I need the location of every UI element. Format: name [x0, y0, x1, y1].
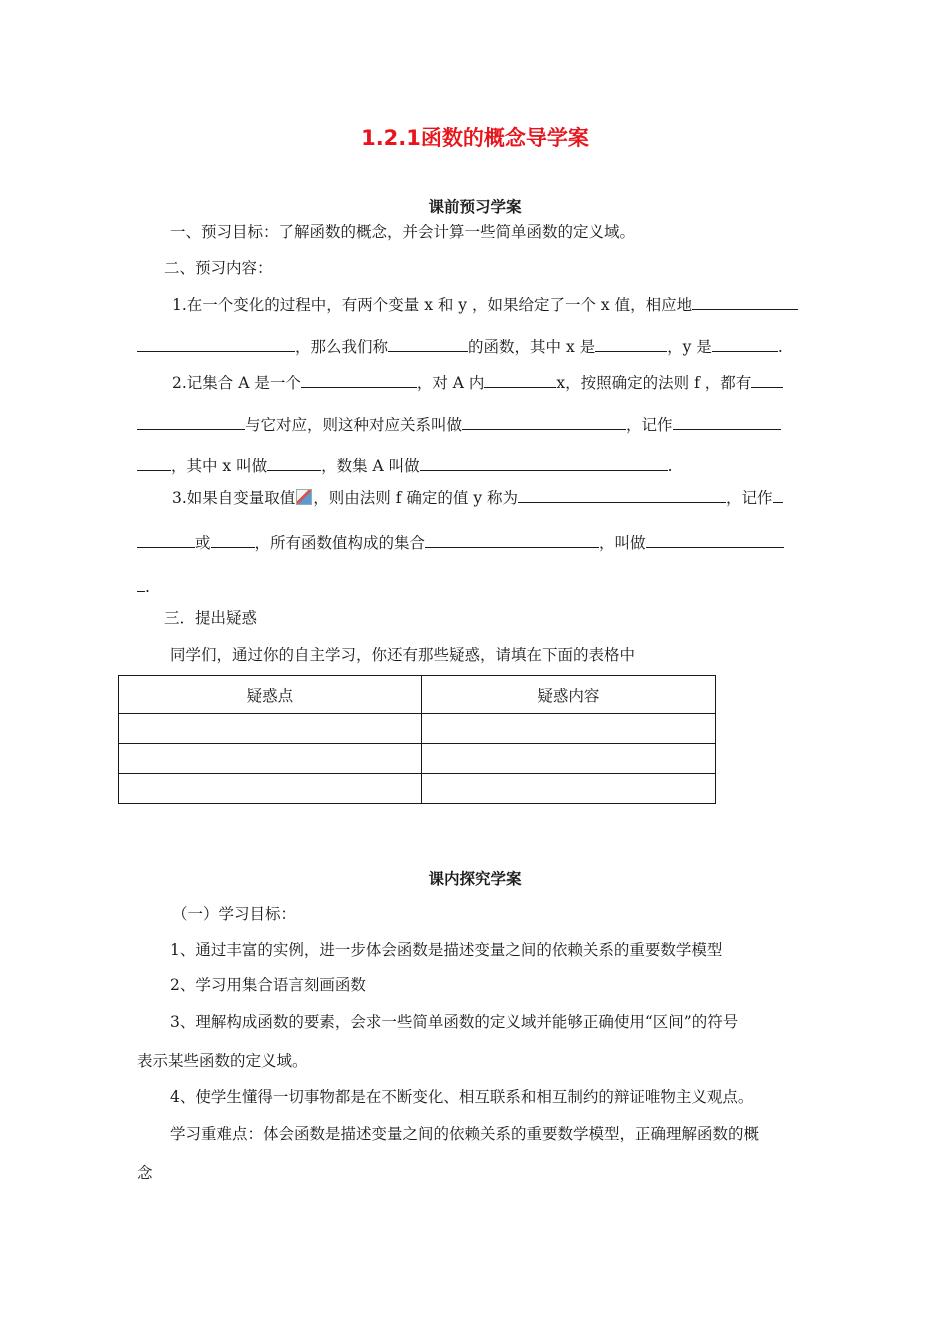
fill-blank[interactable] [137, 576, 145, 592]
item2-line2 [137, 414, 781, 435]
item3-text: . [145, 578, 150, 596]
table-row [119, 744, 716, 774]
fill-blank[interactable] [137, 414, 245, 430]
preview-heading: 课前预习学案 [428, 198, 522, 216]
table-cell[interactable] [119, 774, 422, 804]
goal-4: 4、使学生懂得一切事物都是在不断变化、相互联系和相互制约的辩证唯物主义观点。 [170, 1088, 754, 1106]
item2-text: . [667, 457, 673, 475]
table-cell[interactable] [421, 714, 715, 744]
item2-line3 [137, 455, 673, 476]
item2-text: ，其中 x 叫做 [171, 457, 268, 475]
item2-text: x，按照确定的法则 f ，都有 [556, 374, 752, 392]
fill-blank[interactable] [388, 336, 468, 352]
item3-text: ，所有函数值构成的集合 [254, 534, 426, 552]
inclass-heading: 课内探究学案 [428, 870, 522, 888]
item1-text: 1.在一个变化的过程中，有两个变量 x 和 y ，如果给定了一个 x 值，相应地 [172, 296, 693, 314]
table-header-doubt-content: 疑惑内容 [421, 676, 715, 714]
table-cell[interactable] [119, 744, 422, 774]
item1-line2 [137, 336, 783, 357]
fill-blank[interactable] [137, 455, 171, 471]
item2-line1 [172, 372, 783, 393]
item1-text: ，那么我们称 [295, 338, 389, 356]
item1-text: . [777, 338, 783, 356]
key-points-line2: 念 [137, 1164, 153, 1182]
item1-line1 [172, 294, 798, 315]
fill-blank[interactable] [518, 487, 726, 503]
item2-text: 2.记集合 A 是一个 [172, 374, 301, 392]
preview-goal: 一、预习目标：了解函数的概念，并会计算一些简单函数的定义域。 [170, 223, 636, 241]
fill-blank[interactable] [773, 487, 783, 503]
item1-text: 的函数，其中 x 是 [468, 338, 596, 356]
doubt-table [118, 675, 716, 804]
goal-3-line1: 3、理解构成函数的要素，会求一些简单函数的定义域并能够正确使用“区间”的符号 [170, 1013, 739, 1031]
goal-2: 2、学习用集合语言刻画函数 [170, 976, 366, 994]
item3-text: ，记作 [726, 489, 773, 507]
item2-text: ，数集 A 叫做 [321, 457, 420, 475]
fill-blank[interactable] [595, 336, 667, 352]
fill-blank[interactable] [462, 414, 626, 430]
item3-line2 [137, 532, 784, 553]
fill-blank[interactable] [267, 455, 321, 471]
fill-blank[interactable] [301, 372, 417, 388]
table-cell[interactable] [421, 744, 715, 774]
fill-blank[interactable] [211, 532, 255, 548]
fill-blank[interactable] [673, 414, 781, 430]
item2-text: ，对 A 内 [416, 374, 485, 392]
goal-1: 1、通过丰富的实例，进一步体会函数是描述变量之间的依赖关系的重要数学模型 [170, 941, 723, 959]
goal-3-line2: 表示某些函数的定义域。 [137, 1052, 308, 1070]
item3-text: 3.如果自变量取值 [172, 489, 296, 507]
item3-text: ，则由法则 f 确定的值 y 称为 [313, 489, 518, 507]
item3-line1 [172, 487, 783, 508]
fill-blank[interactable] [137, 532, 195, 548]
table-row [119, 774, 716, 804]
item3-text: 或 [195, 534, 211, 552]
item3-text: ，叫做 [599, 534, 646, 552]
item3-line3 [137, 576, 150, 597]
goals-heading: （一）学习目标： [172, 905, 297, 923]
fill-blank[interactable] [484, 372, 556, 388]
key-points-line1: 学习重难点：体会函数是描述变量之间的依赖关系的重要数学模型，正确理解函数的概 [170, 1125, 760, 1143]
fill-blank[interactable] [646, 532, 784, 548]
table-header-doubt-point: 疑惑点 [119, 676, 422, 714]
page-title: 1.2.1函数的概念导学案 [361, 126, 589, 150]
fill-blank[interactable] [137, 336, 295, 352]
fill-blank[interactable] [425, 532, 599, 548]
fill-blank[interactable] [712, 336, 778, 352]
table-header-row [119, 676, 716, 714]
item1-text: ，y 是 [667, 338, 712, 356]
table-cell[interactable] [119, 714, 422, 744]
table-row [119, 714, 716, 744]
preview-content-heading: 二、预习内容： [164, 259, 273, 277]
doubt-heading: 三．提出疑惑 [164, 609, 258, 627]
table-cell[interactable] [421, 774, 715, 804]
doubt-intro: 同学们，通过你的自主学习，你还有那些疑惑，请填在下面的表格中 [170, 646, 636, 664]
item2-text: 与它对应，则这种对应关系叫做 [245, 416, 463, 434]
fill-blank[interactable] [692, 294, 798, 310]
fill-blank[interactable] [420, 455, 668, 471]
fill-blank[interactable] [751, 372, 783, 388]
broken-image-icon [296, 489, 312, 505]
item2-text: ，记作 [626, 416, 673, 434]
